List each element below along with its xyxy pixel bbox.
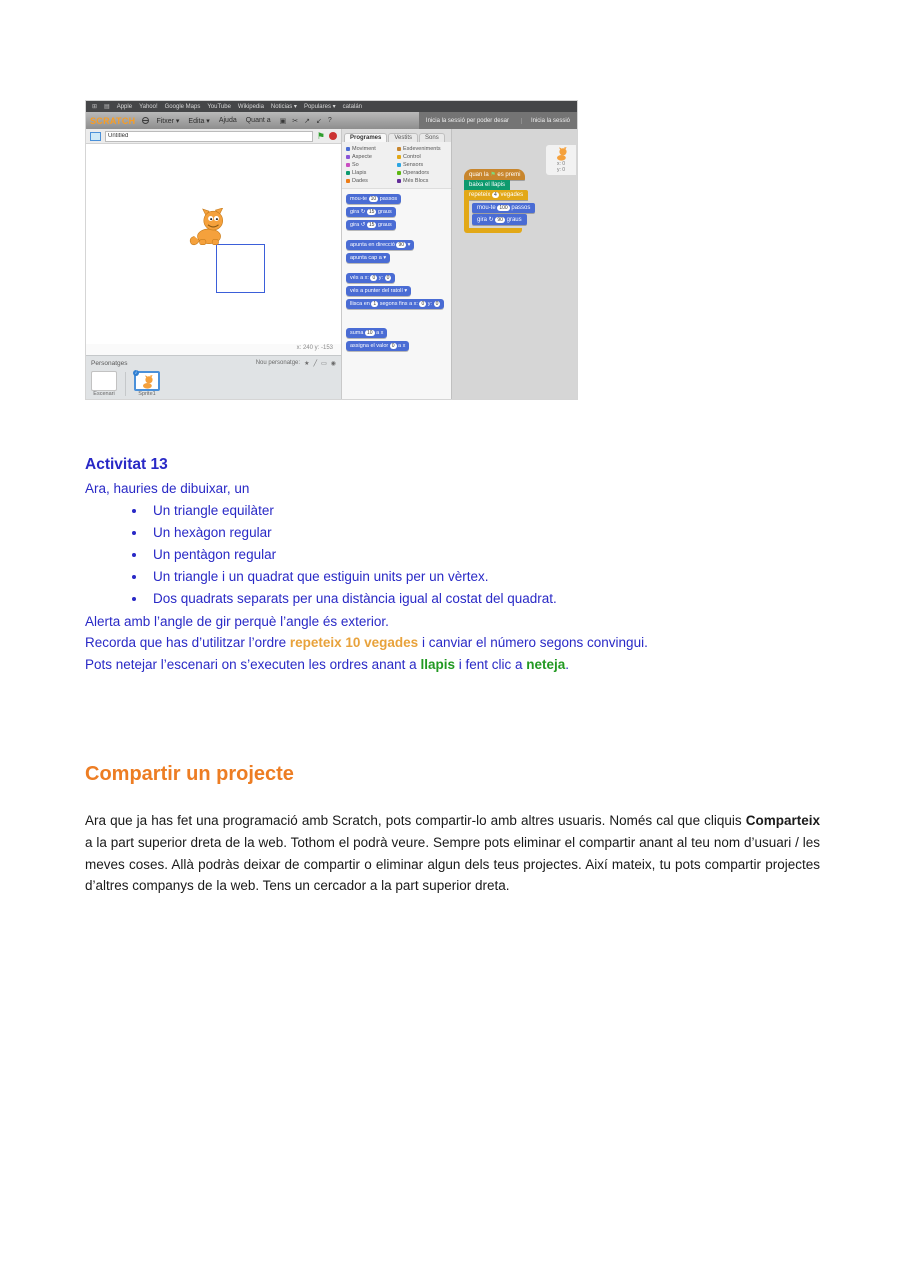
bullet-hexagon: • Un hexàgon regular: [147, 522, 820, 544]
delete-scissors-icon[interactable]: ✂: [292, 117, 299, 125]
bookmark-google-maps[interactable]: Google Maps: [164, 103, 201, 110]
share-comparteix-bold: Comparteix: [745, 813, 820, 829]
activity-bullet-list: [85, 500, 820, 611]
stage-thumbnail[interactable]: [91, 371, 117, 397]
project-name-input[interactable]: [105, 131, 313, 142]
operadors-color-icon: [397, 171, 401, 175]
palette-blocks-list: [342, 189, 451, 399]
mouse-position-readout: x: 240 y: -153: [86, 344, 341, 355]
language-globe-icon[interactable]: [142, 117, 149, 124]
category-mes-blocs[interactable]: Més Blocs: [397, 178, 448, 184]
tab-programes[interactable]: Programes: [344, 133, 387, 142]
neteja-llapis: llapis: [420, 656, 455, 672]
move-block[interactable]: mou-te 100 passos: [472, 203, 535, 213]
menu-quant-a[interactable]: Quant a: [245, 117, 271, 124]
session-note: Inicia la sessió per poder desar: [425, 117, 509, 124]
block-apunta-cap-a[interactable]: apunta cap a ▾: [346, 253, 390, 263]
sprite-info-badge-icon[interactable]: i: [133, 370, 139, 376]
dades-color-icon: [346, 179, 350, 183]
block-apunta-direccio[interactable]: apunta en direcció 90 ▾: [346, 240, 414, 250]
aspecte-color-icon: [346, 155, 350, 159]
upload-sprite-icon[interactable]: ▭: [321, 360, 327, 367]
hat-block-quan-flag[interactable]: quan la ⚑ es premi: [464, 169, 525, 180]
sprite1-thumbnail[interactable]: [134, 371, 160, 397]
activity-intro: Ara, hauries de dibuixar, un: [85, 481, 250, 496]
category-so[interactable]: So: [346, 162, 397, 168]
menu-fitxer[interactable]: Fitxer ▾: [156, 117, 180, 125]
block-ves-a-punter[interactable]: vés a punter del ratolí ▾: [346, 286, 411, 296]
sign-in-button[interactable]: Inicia la sessió: [521, 118, 570, 124]
stage-thumbnail-label: Escenari: [93, 391, 115, 397]
bookmark-youtube[interactable]: YouTube: [207, 103, 231, 110]
neteja-mid: i fent clic a: [454, 656, 527, 672]
block-suma-x[interactable]: suma 10 a x: [346, 328, 387, 338]
block-llisca[interactable]: llisca en 1 segons fins a x: 0 y: 0: [346, 299, 444, 309]
bullet-dos-quadrats: • Dos quadrats separats per una distància igual al costat del quadrat.: [147, 588, 820, 610]
neteja-pre: Pots netejar l’escenari on s’executen les ordres anant a: [85, 656, 421, 672]
share-paragraph: [85, 810, 820, 896]
recorda-pre: Recorda que has d’utilitzar l’ordre: [85, 635, 290, 651]
sprites-panel: [86, 355, 341, 399]
tab-sons[interactable]: Sons: [419, 133, 445, 142]
script-stack[interactable]: [464, 169, 535, 233]
block-ves-a-xy[interactable]: vés a x: 0 y: 0: [346, 273, 395, 283]
llapis-color-icon: [346, 171, 350, 175]
scratch-logo[interactable]: SCRATCH: [90, 115, 136, 126]
control-color-icon: [397, 155, 401, 159]
bookmark-catalan[interactable]: catalán: [342, 103, 363, 110]
category-moviment[interactable]: Moviment: [346, 146, 397, 152]
esdeveniments-color-icon: [397, 147, 401, 151]
category-control[interactable]: Control: [397, 154, 448, 160]
bookmark-wikipedia[interactable]: Wikipedia: [237, 103, 264, 110]
scripts-area[interactable]: [452, 129, 577, 399]
stop-button[interactable]: [329, 132, 337, 140]
sprites-divider: [125, 372, 126, 396]
scratch-menu-bar: [86, 112, 577, 129]
activity-neteja-line: [85, 654, 820, 676]
sprite-info-cat-icon: [553, 147, 569, 161]
share-section-heading: Compartir un projecte: [85, 763, 294, 786]
grid-icon[interactable]: ⊞: [92, 104, 98, 110]
pen-down-block[interactable]: baixa el llapis: [464, 180, 510, 190]
bookmark-noticias[interactable]: Noticias ▾: [270, 104, 297, 110]
tab-vestits[interactable]: Vestits: [388, 133, 418, 142]
block-mou-te[interactable]: mou-te 10 passos: [346, 194, 401, 204]
sprite1-thumbnail-label: Sprite1: [138, 391, 156, 397]
pen-drawn-square: [216, 244, 265, 293]
palette-tabs: [342, 129, 451, 142]
activity-alert-line: Alerta amb l’angle de gir perquè l’angle és exterior.: [85, 613, 389, 629]
repeat-block-header[interactable]: repeteix 4 vegades: [464, 190, 528, 200]
sprites-panel-title: Personatges: [91, 359, 128, 367]
category-sensors[interactable]: Sensors: [397, 162, 448, 168]
share-pre: Ara que ja has fet una programació amb Scratch, pots compartir-lo amb altres usuaris. Només cal que cliquis: [85, 813, 746, 829]
session-area: [419, 112, 577, 129]
bullet-pentagon: • Un pentàgon regular: [147, 544, 820, 566]
project-thumbnail-icon: [90, 132, 101, 141]
document-content: [85, 456, 820, 897]
recorda-highlight: repeteix 10 vegades: [289, 635, 419, 651]
new-sprite-label: Nou personatge:: [255, 360, 301, 366]
block-gira-esquerra[interactable]: gira ↺ 15 graus: [346, 220, 396, 230]
recorda-post: i canviar el número segons convingui.: [418, 635, 648, 651]
bullet-triangle-quadrat: • Un triangle i un quadrat que estiguin units per un vèrtex.: [147, 566, 820, 588]
turn-block[interactable]: gira ↻ 90 graus: [472, 214, 527, 225]
bullet-triangle: • Un triangle equilàter: [147, 500, 820, 522]
sprite1-cat-icon: [139, 375, 155, 389]
so-color-icon: [346, 163, 350, 167]
browser-bookmarks-bar: [86, 101, 577, 112]
paint-new-sprite-icon[interactable]: ╱: [313, 360, 318, 367]
bookmark-yahoo[interactable]: Yahoo!: [139, 103, 158, 110]
bookmark-populares[interactable]: Populares ▾: [303, 104, 336, 110]
moviment-color-icon: [346, 147, 350, 151]
sprite-x-readout: x: 0: [556, 161, 566, 168]
stage-header: [86, 129, 341, 144]
repeat-block-body: [464, 200, 535, 228]
neteja-post: .: [565, 656, 570, 672]
block-categories: [342, 142, 451, 189]
stage-column: [86, 129, 342, 399]
green-flag-button[interactable]: ⚑: [316, 130, 325, 141]
category-esdeveniments[interactable]: Esdeveniments: [397, 146, 448, 152]
activity-heading: Activitat 13: [85, 456, 168, 473]
stage-canvas[interactable]: [86, 144, 341, 344]
new-sprite-toolbar: [256, 360, 336, 367]
editor-body: [86, 129, 577, 399]
repeat-block-footer: [464, 228, 522, 233]
bookmark-apple[interactable]: Apple: [116, 103, 133, 110]
menu-ajuda[interactable]: Ajuda: [218, 117, 237, 124]
scratch-editor-screenshot: [85, 100, 578, 400]
category-dades[interactable]: Dades: [346, 178, 397, 184]
camera-sprite-icon[interactable]: ◉: [330, 360, 336, 367]
neteja-neteja: neteja: [526, 656, 566, 672]
grow-icon[interactable]: ↗: [304, 117, 311, 125]
sprite-info-panel: [546, 145, 576, 175]
sensors-color-icon: [397, 163, 401, 167]
new-sprite-library-icon[interactable]: ★: [304, 360, 310, 367]
duplicate-stamp-icon[interactable]: ▣: [279, 117, 287, 125]
list-icon[interactable]: ▤: [104, 104, 110, 110]
activity-recorda-line: [85, 632, 820, 654]
share-post: a la part superior dreta de la web. Tothom el podrà veure. Sempre pots eliminar el compartir anant al teu nom d’usuari / les meves coses. Allà podràs deixar de compartir o eliminar algun dels teus projectes. Així mateix, tu pots compartir projectes d’altres companys de la web. Tens un cercador a la part superior dreta.: [85, 834, 820, 894]
category-llapis[interactable]: Llapis: [346, 170, 397, 176]
scratch-cat-sprite[interactable]: [187, 208, 229, 246]
category-operadors[interactable]: Operadors: [397, 170, 448, 176]
block-help-icon[interactable]: ?: [327, 117, 332, 124]
sprite-y-readout: y: 0: [556, 167, 566, 174]
block-assigna-x[interactable]: assigna el valor 0 a x: [346, 341, 409, 351]
mes-blocs-color-icon: [397, 179, 401, 183]
category-aspecte[interactable]: Aspecte: [346, 154, 397, 160]
shrink-icon[interactable]: ↙: [316, 117, 322, 125]
menu-edita[interactable]: Edita ▾: [188, 117, 210, 125]
blocks-palette: [342, 129, 452, 399]
block-gira-dreta[interactable]: gira ↻ 15 graus: [346, 207, 396, 217]
